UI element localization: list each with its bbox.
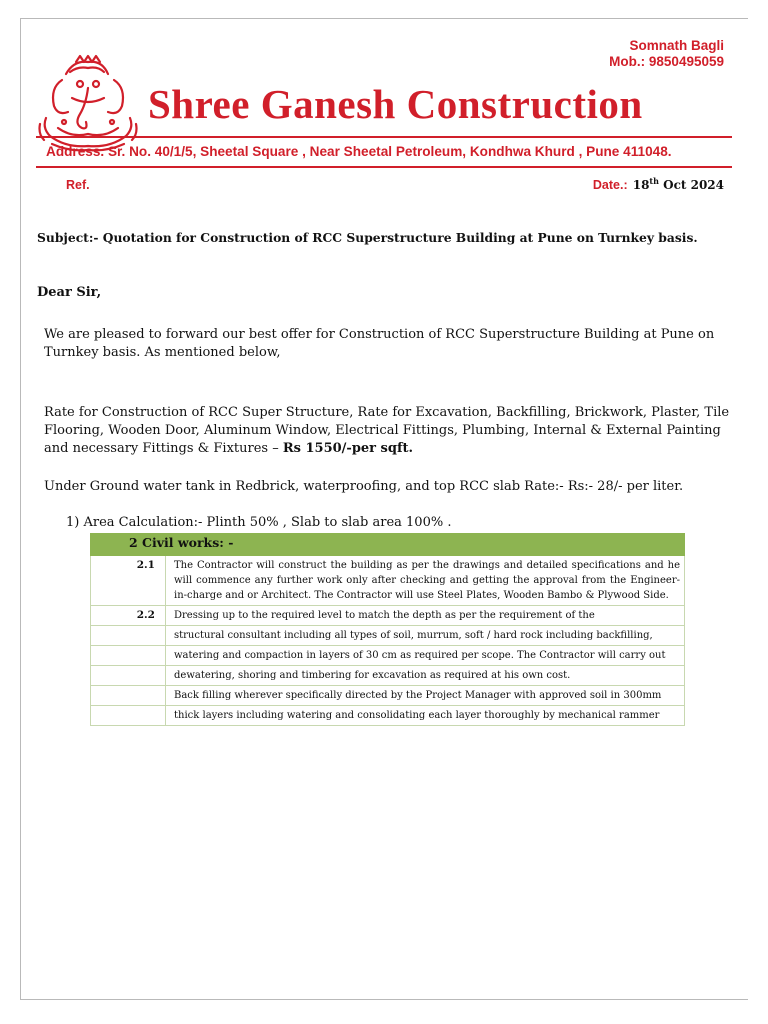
contact-mobile: Mob.: 9850495059 — [609, 54, 724, 69]
table-header-row — [91, 534, 685, 556]
contact-info — [609, 38, 724, 70]
table-row — [91, 666, 685, 686]
company-address: Address. Sr. No. 40/1/5, Sheetal Square , Near Sheetal Petroleum, Kondhwa Khurd , Pune 411048. — [46, 144, 672, 159]
item-text: Dressing up to the required level to match the depth as per the requirement of the — [166, 606, 685, 626]
item-text: The Contractor will construct the building as per the drawings and detailed specifications and he will commence any further work only after checking and getting the approval from the Engineer-in-charge and or Architect. The Contractor will use Steel Plates, Wooden Bambo & Plywood Side. — [166, 556, 685, 606]
item-text: structural consultant including all types of soil, murrum, soft / hard rock including backfilling, — [166, 626, 685, 646]
table-row — [91, 686, 685, 706]
item-text: dewatering, shoring and timbering for excavation as required at his own cost. — [166, 666, 685, 686]
item-number: 2.2 — [91, 606, 166, 626]
item-text: thick layers including watering and consolidating each layer thoroughly by mechanical rammer — [166, 706, 685, 726]
table-row — [91, 556, 685, 606]
tank-rate-paragraph: Under Ground water tank in Redbrick, waterproofing, and top RCC slab Rate:- Rs:- 28/- per liter. — [44, 479, 684, 494]
intro-paragraph: We are pleased to forward our best offer for Construction of RCC Superstructure Building at Pune on Turnkey basis. As mentioned below, — [44, 327, 715, 360]
civil-works-heading: 2 Civil works: - — [91, 534, 685, 556]
header-divider-top — [36, 136, 732, 138]
item-text: Back filling wherever specifically directed by the Project Manager with approved soil in 300mm — [166, 686, 685, 706]
table-row — [91, 606, 685, 626]
rate-value: Rs 1550/-per sqft. — [282, 441, 414, 456]
date-value: 18th Oct 2024 — [632, 176, 724, 192]
contact-name: Somnath Bagli — [629, 38, 724, 53]
rate-text: Rate for Construction of RCC Super Structure, Rate for Excavation, Backfilling, Brickwork, Plaster, Tile Flooring, Wooden Door, Aluminum Window, Electrical Fittings, Plumbing, Internal & External Painting and necessary Fittings & Fixtures – — [44, 405, 730, 456]
date-label: Date.: — [592, 178, 628, 192]
salutation: Dear Sir, — [37, 285, 102, 300]
header-divider-bottom — [36, 166, 732, 168]
table-row — [91, 646, 685, 666]
ganesha-logo-icon — [36, 54, 140, 154]
ref-label: Ref. — [66, 178, 90, 192]
civil-works-table — [90, 533, 685, 726]
table-row — [91, 706, 685, 726]
table-row — [91, 626, 685, 646]
letter-subject: Subject:- Quotation for Construction of RCC Superstructure Building at Pune on Turnkey basis. — [37, 230, 698, 245]
company-name: Shree Ganesh Construction — [148, 81, 643, 127]
item-text: watering and compaction in layers of 30 cm as required per scope. The Contractor will carry out — [166, 646, 685, 666]
rate-paragraph — [44, 404, 734, 458]
area-calculation: 1) Area Calculation:- Plinth 50% , Slab to slab area 100% . — [66, 515, 452, 530]
item-number: 2.1 — [91, 556, 166, 606]
letter-date — [593, 174, 724, 193]
